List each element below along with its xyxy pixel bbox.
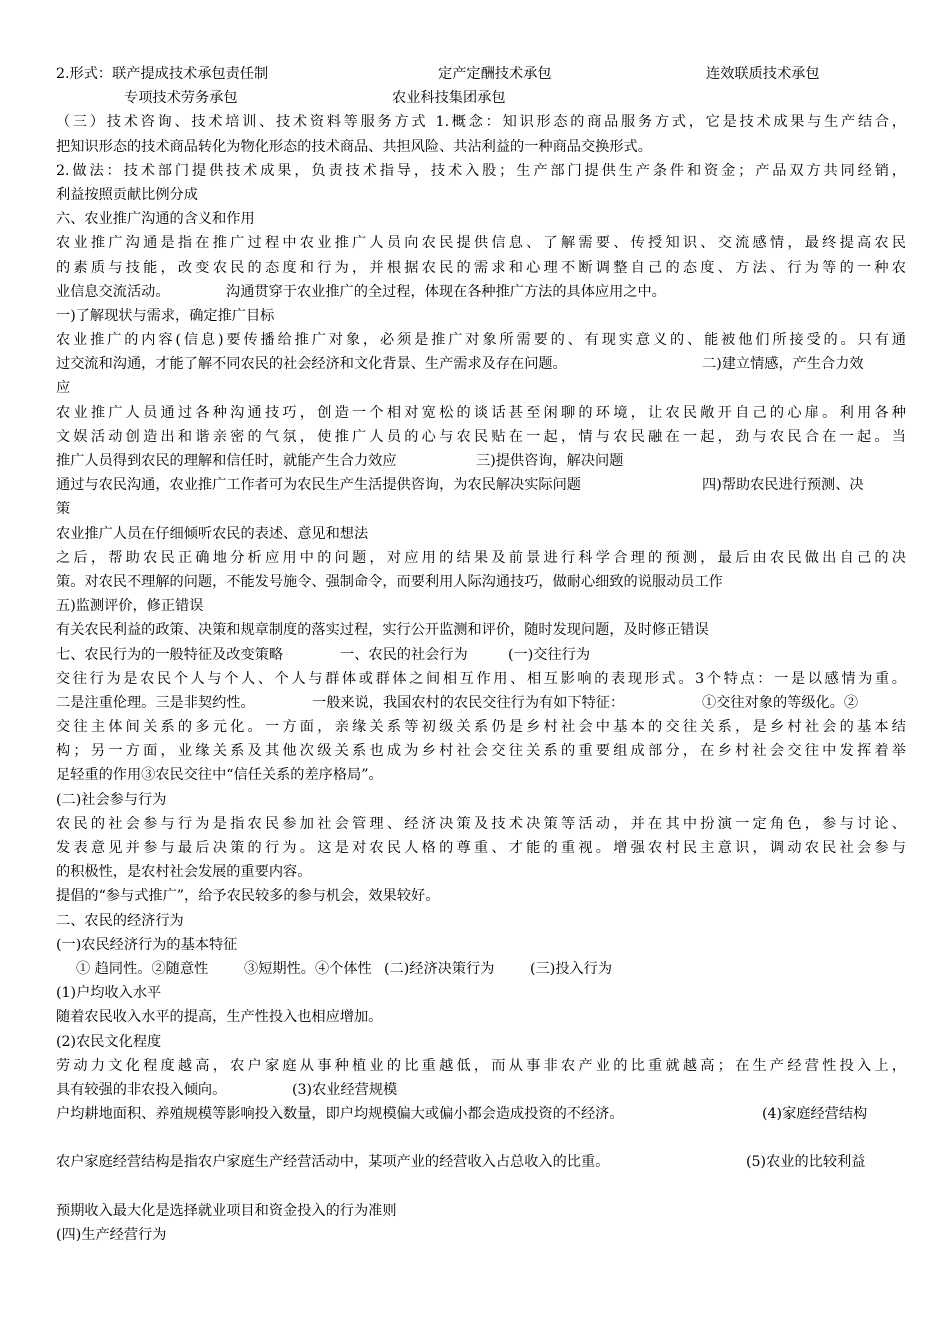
line-1-part-1: 2.形式：联产提成技术承包责任制 — [56, 66, 269, 82]
subheading-1: 一)了解现状与需求，确定推广目标 — [56, 307, 275, 324]
text-line-3: （三）技术咨询、技术培训、技术资料等服务方式 1.概念：知识形态的商品服务方式，它是技术成果与生产结合， — [56, 114, 906, 131]
text-line-30: 足轻重的作用③农民交往中“信任关系的差序格局”。 — [56, 767, 383, 784]
text-line-48: 预期收入最大化是选择就业项目和资金投入的行为准则 — [56, 1202, 397, 1219]
item-household-income: (1)户均收入水平 — [56, 985, 162, 1002]
line-46-part-1: 农户家庭经营结构是指农户家庭生产经营活动中，某项产业的经营收入占总收入的比重。 — [56, 1154, 610, 1171]
text-line-15: 农业推广人员通过各种沟通技巧，创造一个相对宽松的谈话甚至闲聊的环境，让农民敞开自己的心扉。利用各种 — [56, 404, 906, 421]
text-line-25 — [56, 643, 906, 667]
document-page — [56, 62, 906, 1247]
line-17-part-2: 三)提供咨询，解决问题 — [476, 453, 624, 469]
text-line-9: 的素质与技能，改变农民的态度和行为，并根据农民的需求和心理不断调整自己的态度、方法、行为等的一种农 — [56, 259, 906, 276]
text-line-22: 策。对农民不理解的问题，不能发号施令、强制命令，而要利用人际沟通技巧，做耐心细致的说服动员工作 — [56, 573, 723, 590]
blank-line-2 — [56, 1175, 906, 1199]
text-line-4: 把知识形态的技术商品转化为物化形态的技术商品、共担风险、共沾利益的一种商品交换形式。 — [56, 138, 652, 155]
text-line-43 — [56, 1078, 906, 1102]
text-line-19: 策 — [56, 501, 71, 518]
text-line-16: 文娱活动创造出和谐亲密的气氛，使推广人员的心与农民贴在一起，情与农民融在一起，劲与农民合在一起。当 — [56, 428, 906, 445]
text-line-5: 2.做法：技术部门提供技术成果，负责技术指导，技术入股；生产部门提供生产条件和资金；产品双方共同经销， — [56, 162, 906, 179]
text-line-42: 劳动力文化程度越高，农户家庭从事种植业的比重越低，而从事非农产业的比重就越高；在生产经营性投入上， — [56, 1057, 906, 1074]
line-27-part-1: 二是注重伦理。三是非契约性。 — [56, 694, 255, 711]
line-25-part-2: 一、农民的社会行为 — [340, 646, 468, 663]
line-43-part-2: (3)农业经营规模 — [292, 1081, 398, 1098]
text-line-20: 农业推广人员在仔细倾听农民的表述、意见和想法 — [56, 525, 369, 542]
subheading-5: 五)监测评价，修正错误 — [56, 598, 204, 615]
text-line-1 — [56, 62, 906, 86]
text-line-33: 发表意见并参与最后决策的行为。这是对农民人格的尊重、才能的重视。增强农村民主意识，调动农民社会参与 — [56, 840, 906, 856]
line-25-part-1: 七、农民行为的一般特征及改变策略 — [56, 646, 284, 663]
text-line-12: 农业推广的内容(信息)要传播给推广对象，必须是推广对象所需要的、有现实意义的、能被他们所接受的。只有通 — [56, 332, 906, 349]
line-38-part-1: ① 趋同性。②随意性 — [76, 960, 209, 977]
text-line-35: 提倡的“参与式推广”，给予农民较多的参与机会，效果较好。 — [56, 888, 440, 905]
text-line-24: 有关农民利益的政策、决策和规章制度的落实过程，实行公开监测和评价，随时发现问题，及时修正错误 — [56, 622, 709, 639]
line-10-part-2: 沟通贯穿于农业推广的全过程，体现在各种推广方法的具体应用之中。 — [226, 283, 666, 300]
line-27-part-2: 一般来说，我国农村的农民交往行为有如下特征： — [312, 694, 625, 711]
line-38-part-4: (三)投入行为 — [530, 960, 613, 977]
text-line-18 — [56, 473, 906, 497]
subheading-economic-features: (一)农民经济行为的基本特征 — [56, 936, 238, 953]
section-heading-economic-behavior: 二、农民的经济行为 — [56, 912, 184, 929]
line-44-part-2: (4)家庭经营结构 — [762, 1106, 868, 1123]
line-13-part-1: 过交流和沟通，才能了解不同农民的社会经济和文化背景、生产需求及存在问题。 — [56, 356, 567, 373]
text-line-10 — [56, 280, 906, 304]
line-27-part-3: ①交往对象的等级化。② — [702, 694, 859, 711]
line-38-part-2: ③短期性。④个体性 — [244, 960, 372, 977]
text-line-38 — [56, 957, 906, 981]
line-17-part-1: 推广人员得到农民的理解和信任时，就能产生合力效应 — [56, 453, 397, 469]
line-2-part-1: 专项技术劳务承包 — [124, 90, 238, 107]
text-line-6: 利益按照贡献比例分成 — [56, 186, 198, 203]
line-10-part-1: 业信息交流活动。 — [56, 283, 170, 300]
line-1-part-2: 定产定酬技术承包 — [438, 66, 552, 82]
subheading-production-behavior: (四)生产经营行为 — [56, 1227, 167, 1243]
text-line-34: 的积极性，是农村社会发展的重要内容。 — [56, 864, 312, 881]
text-line-27 — [56, 691, 906, 715]
text-line-46 — [56, 1150, 906, 1174]
line-18-part-2: 四)帮助农民进行预测、决 — [702, 477, 864, 494]
text-line-13 — [56, 352, 906, 376]
text-line-40: 随着农民收入水平的提高，生产性投入也相应增加。 — [56, 1009, 383, 1026]
line-43-part-1: 具有较强的非农投入倾向。 — [56, 1081, 227, 1098]
line-1-part-3: 连效联质技术承包 — [706, 66, 820, 82]
line-25-part-3: (一)交往行为 — [508, 646, 591, 663]
item-education-level: (2)农民文化程度 — [56, 1033, 162, 1050]
text-line-21: 之后，帮助农民正确地分析应用中的问题，对应用的结果及前景进行科学合理的预测，最后由农民做出自己的决 — [56, 549, 906, 566]
subheading-social-participation: (二)社会参与行为 — [56, 791, 167, 808]
text-line-2 — [56, 86, 906, 110]
text-line-8: 农业推广沟通是指在推广过程中农业推广人员向农民提供信息、了解需要、传授知识、交流感情，最终提高农民 — [56, 235, 906, 252]
line-13-part-2: 二)建立情感，产生合力效 — [702, 356, 864, 373]
text-line-17 — [56, 449, 906, 473]
line-38-part-3: (二)经济决策行为 — [384, 960, 495, 977]
line-18-part-1: 通过与农民沟通，农业推广工作者可为农民生产生活提供咨询，为农民解决实际问题 — [56, 477, 581, 494]
blank-line-1 — [56, 1126, 906, 1150]
text-line-44 — [56, 1102, 906, 1126]
text-line-14: 应 — [56, 380, 71, 397]
line-2-part-2: 农业科技集团承包 — [392, 90, 506, 107]
text-line-26: 交往行为是农民个人与个人、个人与群体或群体之间相互作用、相互影响的表现形式。3个特点：一是以感情为重。 — [56, 670, 906, 687]
line-44-part-1: 户均耕地面积、养殖规模等影响投入数量，即户均规模偏大或偏小都会造成投资的不经济。 — [56, 1106, 624, 1123]
text-line-32: 农民的社会参与行为是指农民参加社会管理、经济决策及技术决策等活动，并在其中扮演一定角色，参与讨论、 — [56, 815, 906, 832]
text-line-28: 交往主体间关系的多元化。一方面，亲缘关系等初级关系仍是乡村社会中基本的交往关系，是乡村社会的基本结 — [56, 719, 906, 736]
section-heading-6: 六、农业推广沟通的含义和作用 — [56, 211, 255, 228]
line-46-part-2: (5)农业的比较利益 — [746, 1154, 866, 1171]
text-line-29: 构；另一方面，业缘关系及其他次级关系也成为乡村社会交往关系的重要组成部分，在乡村社会交往中发挥着举 — [56, 743, 906, 760]
